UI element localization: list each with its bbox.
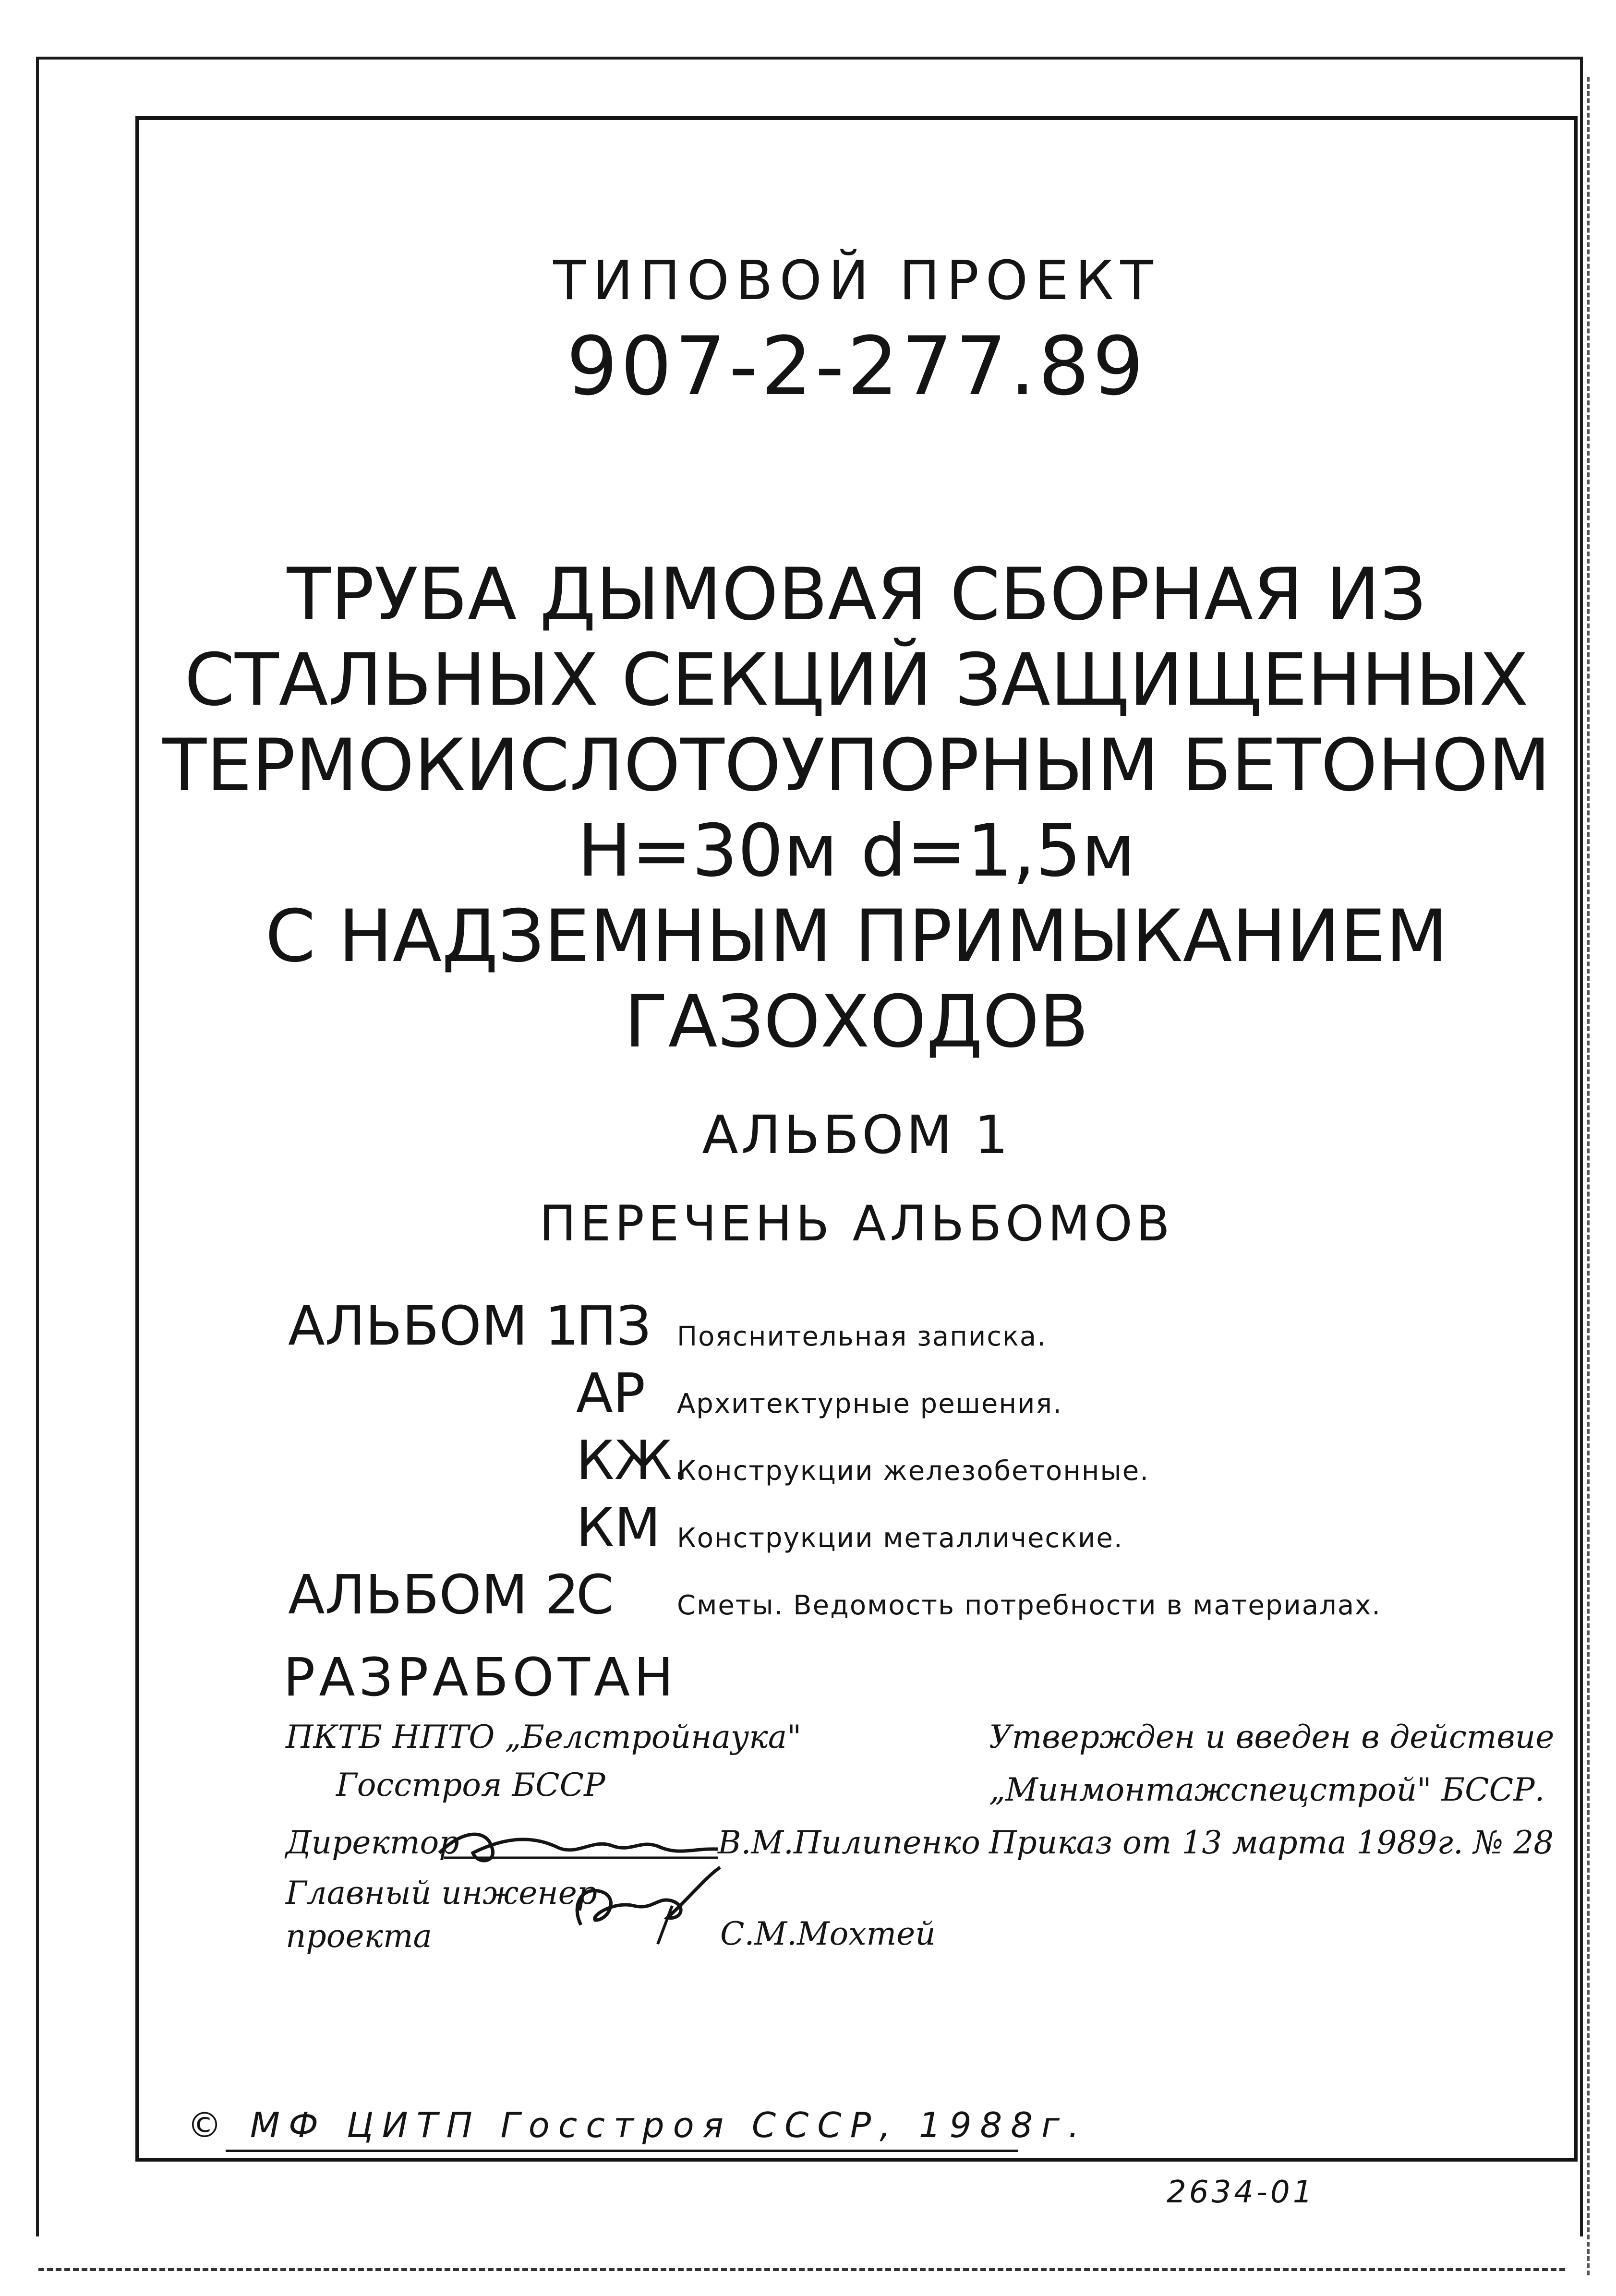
title-line: Н=30м d=1,5м bbox=[577, 809, 1136, 893]
album-description: Конструкции металлические. bbox=[677, 1523, 1123, 1554]
album-list-item bbox=[288, 1493, 1536, 1565]
album-list-item bbox=[288, 1358, 1536, 1430]
title-line: СТАЛЬНЫХ СЕКЦИЙ ЗАЩИЩЕННЫХ bbox=[184, 638, 1529, 722]
cut-line-bottom bbox=[38, 2268, 1565, 2271]
album-list-item bbox=[288, 1560, 1536, 1632]
approval-statement: Утвержден и введен в действие bbox=[989, 1719, 1555, 1755]
cut-line-right bbox=[1587, 77, 1590, 2275]
album-name: АЛЬБОМ 2 bbox=[288, 1564, 579, 1626]
album-description: Архитектурные решения. bbox=[677, 1388, 1062, 1419]
album-name: АЛЬБОМ 1 bbox=[288, 1295, 579, 1358]
document-title bbox=[135, 552, 1578, 1065]
album-list-item bbox=[288, 1426, 1536, 1498]
sheet-code: 2634-01 bbox=[1167, 2175, 1315, 2210]
album-description: Сметы. Ведомость потребности в материалах. bbox=[677, 1590, 1382, 1621]
chief-engineer-signature bbox=[562, 1863, 725, 1949]
album-list-item bbox=[288, 1291, 1536, 1363]
title-line: ТЕРМОКИСЛОТОУПОРНЫМ БЕТОНОМ bbox=[162, 724, 1551, 807]
developed-heading: РАЗРАБОТАН bbox=[283, 1647, 677, 1708]
title-line: ТРУБА ДЫМОВАЯ СБОРНАЯ ИЗ bbox=[287, 553, 1426, 637]
album-code: АР bbox=[576, 1362, 646, 1425]
approval-order: Приказ от 13 марта 1989г. № 28 bbox=[989, 1824, 1554, 1861]
developer-organization-parent: Госстроя БССР bbox=[336, 1767, 605, 1803]
album-description: Пояснительная записка. bbox=[677, 1321, 1047, 1352]
album-list-heading: ПЕРЕЧЕНЬ АЛЬБОМОВ bbox=[539, 1195, 1174, 1252]
director-name: В.М.Пилипенко bbox=[718, 1824, 980, 1861]
director-label: Директор bbox=[286, 1824, 459, 1861]
approving-authority: „Минмонтажспецстрой" БССР. bbox=[989, 1771, 1545, 1808]
project-number: 907-2-277.89 bbox=[566, 319, 1147, 413]
project-type: ТИПОВОЙ ПРОЕКТ bbox=[553, 250, 1160, 312]
album-description: Конструкции железобетонные. bbox=[677, 1455, 1150, 1487]
album-code: КЖ. bbox=[576, 1430, 689, 1492]
album-code: С bbox=[576, 1564, 614, 1626]
chief-engineer-name: С.М.Мохтей bbox=[720, 1915, 936, 1952]
album-label: АЛЬБОМ 1 bbox=[702, 1104, 1011, 1166]
chief-engineer-label-cont: проекта bbox=[286, 1918, 432, 1955]
copyright-line: © МФ ЦИТП Госстроя СССР, 1988г. bbox=[187, 2105, 1088, 2145]
album-code: КМ bbox=[576, 1497, 661, 1559]
developer-organization: ПКТБ НПТО „Белстройнаука" bbox=[286, 1719, 802, 1755]
chief-engineer-label: Главный инженер bbox=[286, 1875, 598, 1911]
album-code: ПЗ bbox=[576, 1295, 651, 1358]
title-line: С НАДЗЕМНЫМ ПРИМЫКАНИЕМ bbox=[265, 895, 1448, 978]
copyright-underline bbox=[226, 2150, 1018, 2152]
title-line: ГАЗОХОДОВ bbox=[624, 980, 1089, 1064]
